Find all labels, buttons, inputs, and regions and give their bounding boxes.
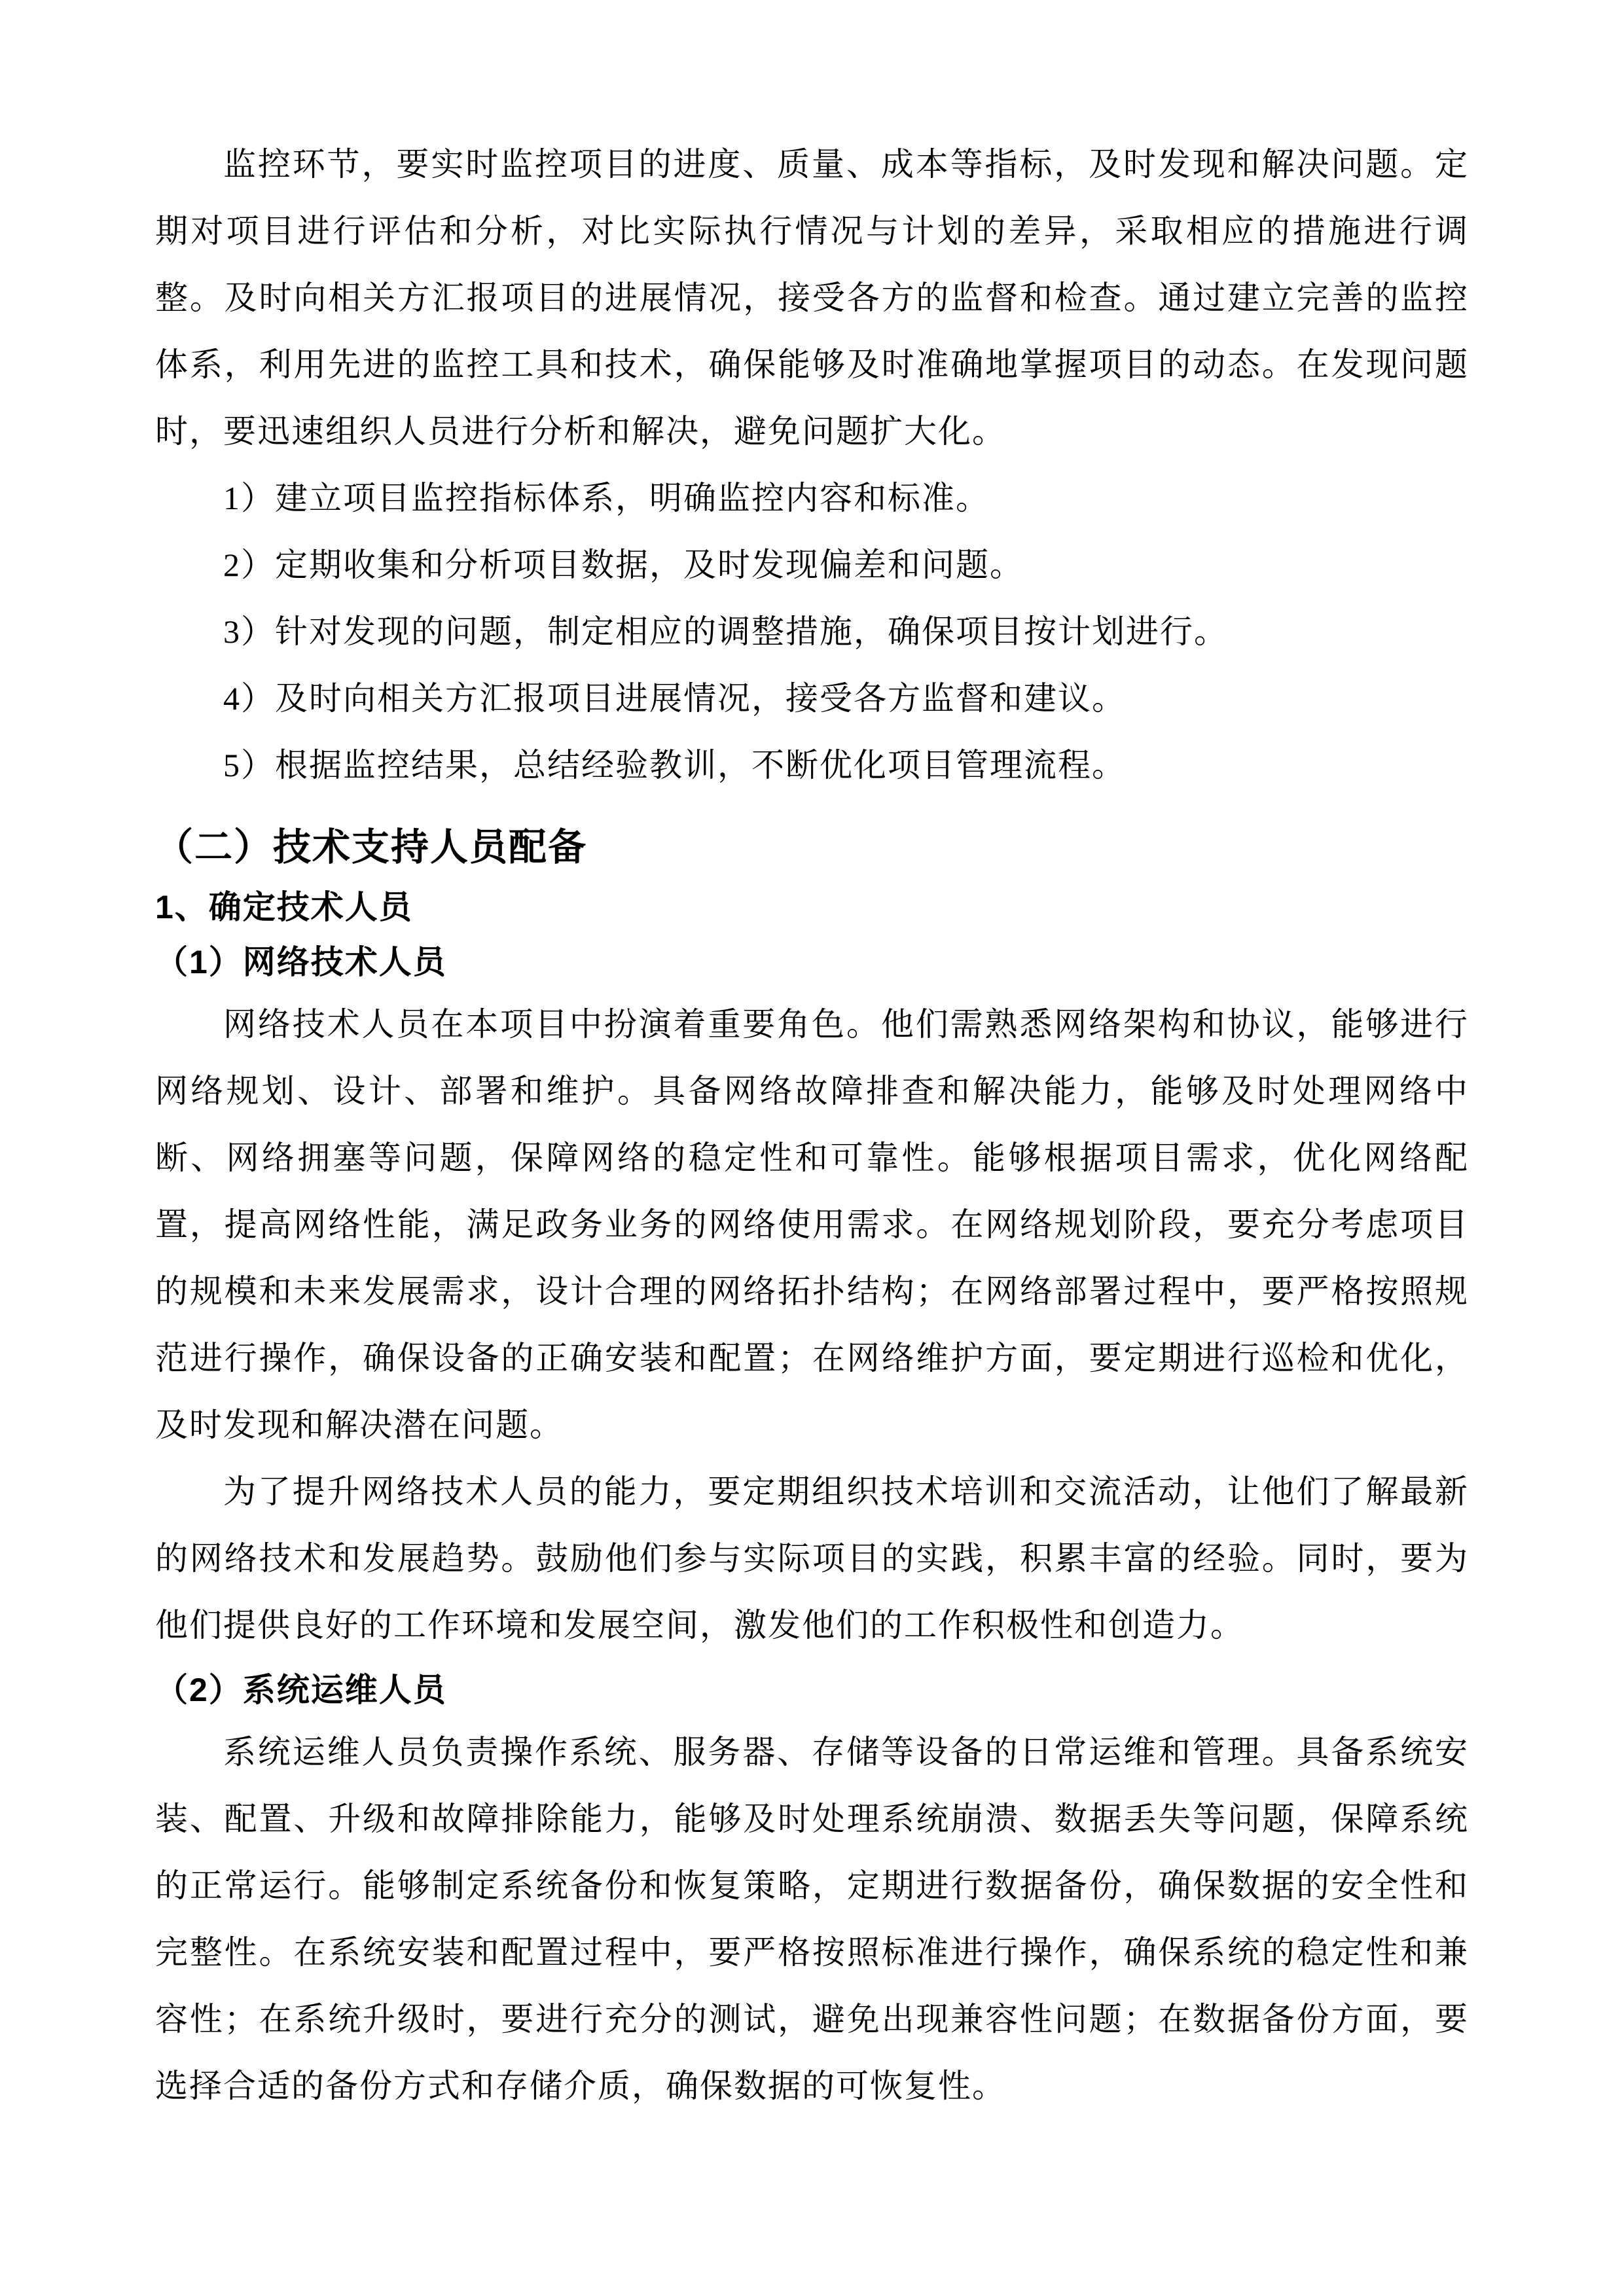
item-heading-network-personnel: （1）网络技术人员 <box>155 944 447 980</box>
list-item-monitoring-3: 3）针对发现的问题，制定相应的调整措施，确保项目按计划进行。 <box>223 613 1228 650</box>
item-heading-ops-personnel: （2）系统运维人员 <box>155 1672 447 1708</box>
sub-heading-determine-tech-personnel: 1、确定技术人员 <box>155 889 413 925</box>
paragraph-network-personnel-2: 为了提升网络技术人员的能力，要定期组织技术培训和交流活动，让他们了解最新的网络技术和发展趋势。鼓励他们参与实际项目的实践，积累丰富的经验。同时，要为他们提供良好的工作环境和发展空间，激发他们的工作积极性和创造力。 <box>155 1473 1469 1643</box>
section-heading-tech-support-staffing: （二）技术支持人员配备 <box>155 826 588 869</box>
list-item-monitoring-4: 4）及时向相关方汇报项目进展情况，接受各方监督和建议。 <box>223 680 1126 717</box>
paragraph-monitoring-intro: 监控环节，要实时监控项目的进度、质量、成本等指标，及时发现和解决问题。定期对项目进行评估和分析，对比实际执行情况与计划的差异，采取相应的措施进行调整。及时向相关方汇报项目的进展情况，接受各方的监督和检查。通过建立完善的监控体系，利用先进的监控工具和技术，确保能够及时准确地掌握项目的动态。在发现问题时，要迅速组织人员进行分析和解决，避免问题扩大化。 <box>155 146 1469 450</box>
list-item-monitoring-2: 2）定期收集和分析项目数据，及时发现偏差和问题。 <box>223 547 1024 583</box>
paragraph-network-personnel-1: 网络技术人员在本项目中扮演着重要角色。他们需熟悉网络架构和协议，能够进行网络规划、设计、部署和维护。具备网络故障排查和解决能力，能够及时处理网络中断、网络拥塞等问题，保障网络的稳定性和可靠性。能够根据项目需求，优化网络配置，提高网络性能，满足政务业务的网络使用需求。在网络规划阶段，要充分考虑项目的规模和未来发展需求，设计合理的网络拓扑结构；在网络部署过程中，要严格按照规范进行操作，确保设备的正确安装和配置；在网络维护方面，要定期进行巡检和优化，及时发现和解决潜在问题。 <box>155 1006 1469 1443</box>
list-item-monitoring-1: 1）建立项目监控指标体系，明确监控内容和标准。 <box>223 480 990 516</box>
paragraph-ops-personnel: 系统运维人员负责操作系统、服务器、存储等设备的日常运维和管理。具备系统安装、配置、升级和故障排除能力，能够及时处理系统崩溃、数据丢失等问题，保障系统的正常运行。能够制定系统备份和恢复策略，定期进行数据备份，确保数据的安全性和完整性。在系统安装和配置过程中，要严格按照标准进行操作，确保系统的稳定性和兼容性；在系统升级时，要进行充分的测试，避免出现兼容性问题；在数据备份方面，要选择合适的备份方式和存储介质，确保数据的可恢复性。 <box>155 1734 1469 2104</box>
list-item-monitoring-5: 5）根据监控结果，总结经验教训，不断优化项目管理流程。 <box>223 747 1126 783</box>
